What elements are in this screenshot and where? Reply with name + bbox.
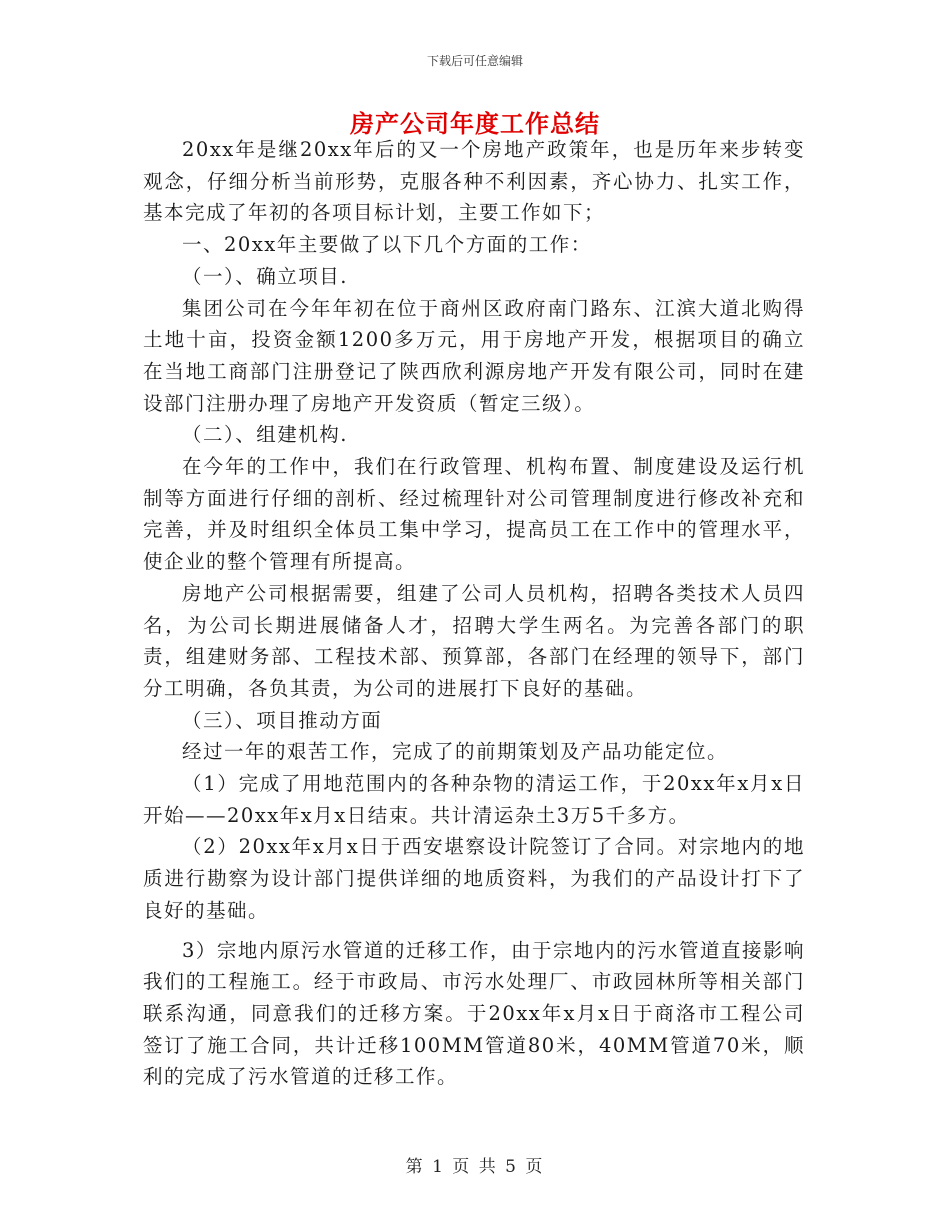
subsection-heading-1: （一）、确立项目. <box>182 264 348 288</box>
paragraph-item-1: （1）完成了用地范围内的各种杂物的清运工作，于20xx年x月x日开始——20xx年x月x日结束。共计清运杂土3万5千多方。 <box>143 772 805 827</box>
paragraph-progress: 经过一年的艰苦工作，完成了的前期策划及产品功能定位。 <box>182 740 729 764</box>
paragraph-project: 集团公司在今年年初在位于商州区政府南门路东、江滨大道北购得土地十亩，投资金额1200多万元，用于房地产开发，根据项目的确立在当地工商部门注册登记了陕西欣利源房地产开发有限公司，同时在建设部门注册办理了房地产开发资质（暂定三级）。 <box>143 296 805 415</box>
paragraph-item-2: （2）20xx年x月x日于西安堪察设计院签订了合同。对宗地内的地质进行勘察为设计部门提供详细的地质资料，为我们的产品设计打下了良好的基础。 <box>143 835 805 922</box>
subsection-heading-2: （二）、组建机构. <box>182 423 348 447</box>
section-heading-main: 一、20xx年主要做了以下几个方面的工作： <box>182 233 592 257</box>
page-header-note: 下载后可任意编辑 <box>426 54 523 68</box>
document-body <box>143 134 805 1093</box>
subsection-heading-3: （三）、项目推动方面 <box>182 708 383 732</box>
document-title: 房产公司年度工作总结 <box>350 109 600 138</box>
paragraph-management: 在今年的工作中，我们在行政管理、机构布置、制度建设及运行机制等方面进行仔细的剖析、经过梳理针对公司管理制度进行修改补充和完善，并及时组织全体员工集中学习，提高员工在工作中的管理水平，使企业的整个管理有所提高。 <box>143 455 805 574</box>
page-number: 第 1 页 共 5 页 <box>405 1157 545 1177</box>
paragraph-staffing: 房地产公司根据需要，组建了公司人员机构，招聘各类技术人员四名，为公司长期进展储备人才，招聘大学生两名。为完善各部门的职责，组建财务部、工程技术部、预算部，各部门在经理的领导下，部门分工明确，各负其责，为公司的进展打下良好的基础。 <box>143 581 805 700</box>
paragraph-item-3: 3）宗地内原污水管道的迁移工作，由于宗地内的污水管道直接影响我们的工程施工。经于市政局、市污水处理厂、市政园林所等相关部门联系沟通，同意我们的迁移方案。于20xx年x月x日于商洛市工程公司签订了施工合同，共计迁移100MM管道80米，40MM管道70米，顺利的完成了污水管道的迁移工作。 <box>143 938 805 1089</box>
paragraph-intro: 20xx年是继20xx年后的又一个房地产政策年，也是历年来步转变观念，仔细分析当前形势，克服各种不利因素，齐心协力、扎实工作，基本完成了年初的各项目标计划，主要工作如下； <box>143 138 805 225</box>
